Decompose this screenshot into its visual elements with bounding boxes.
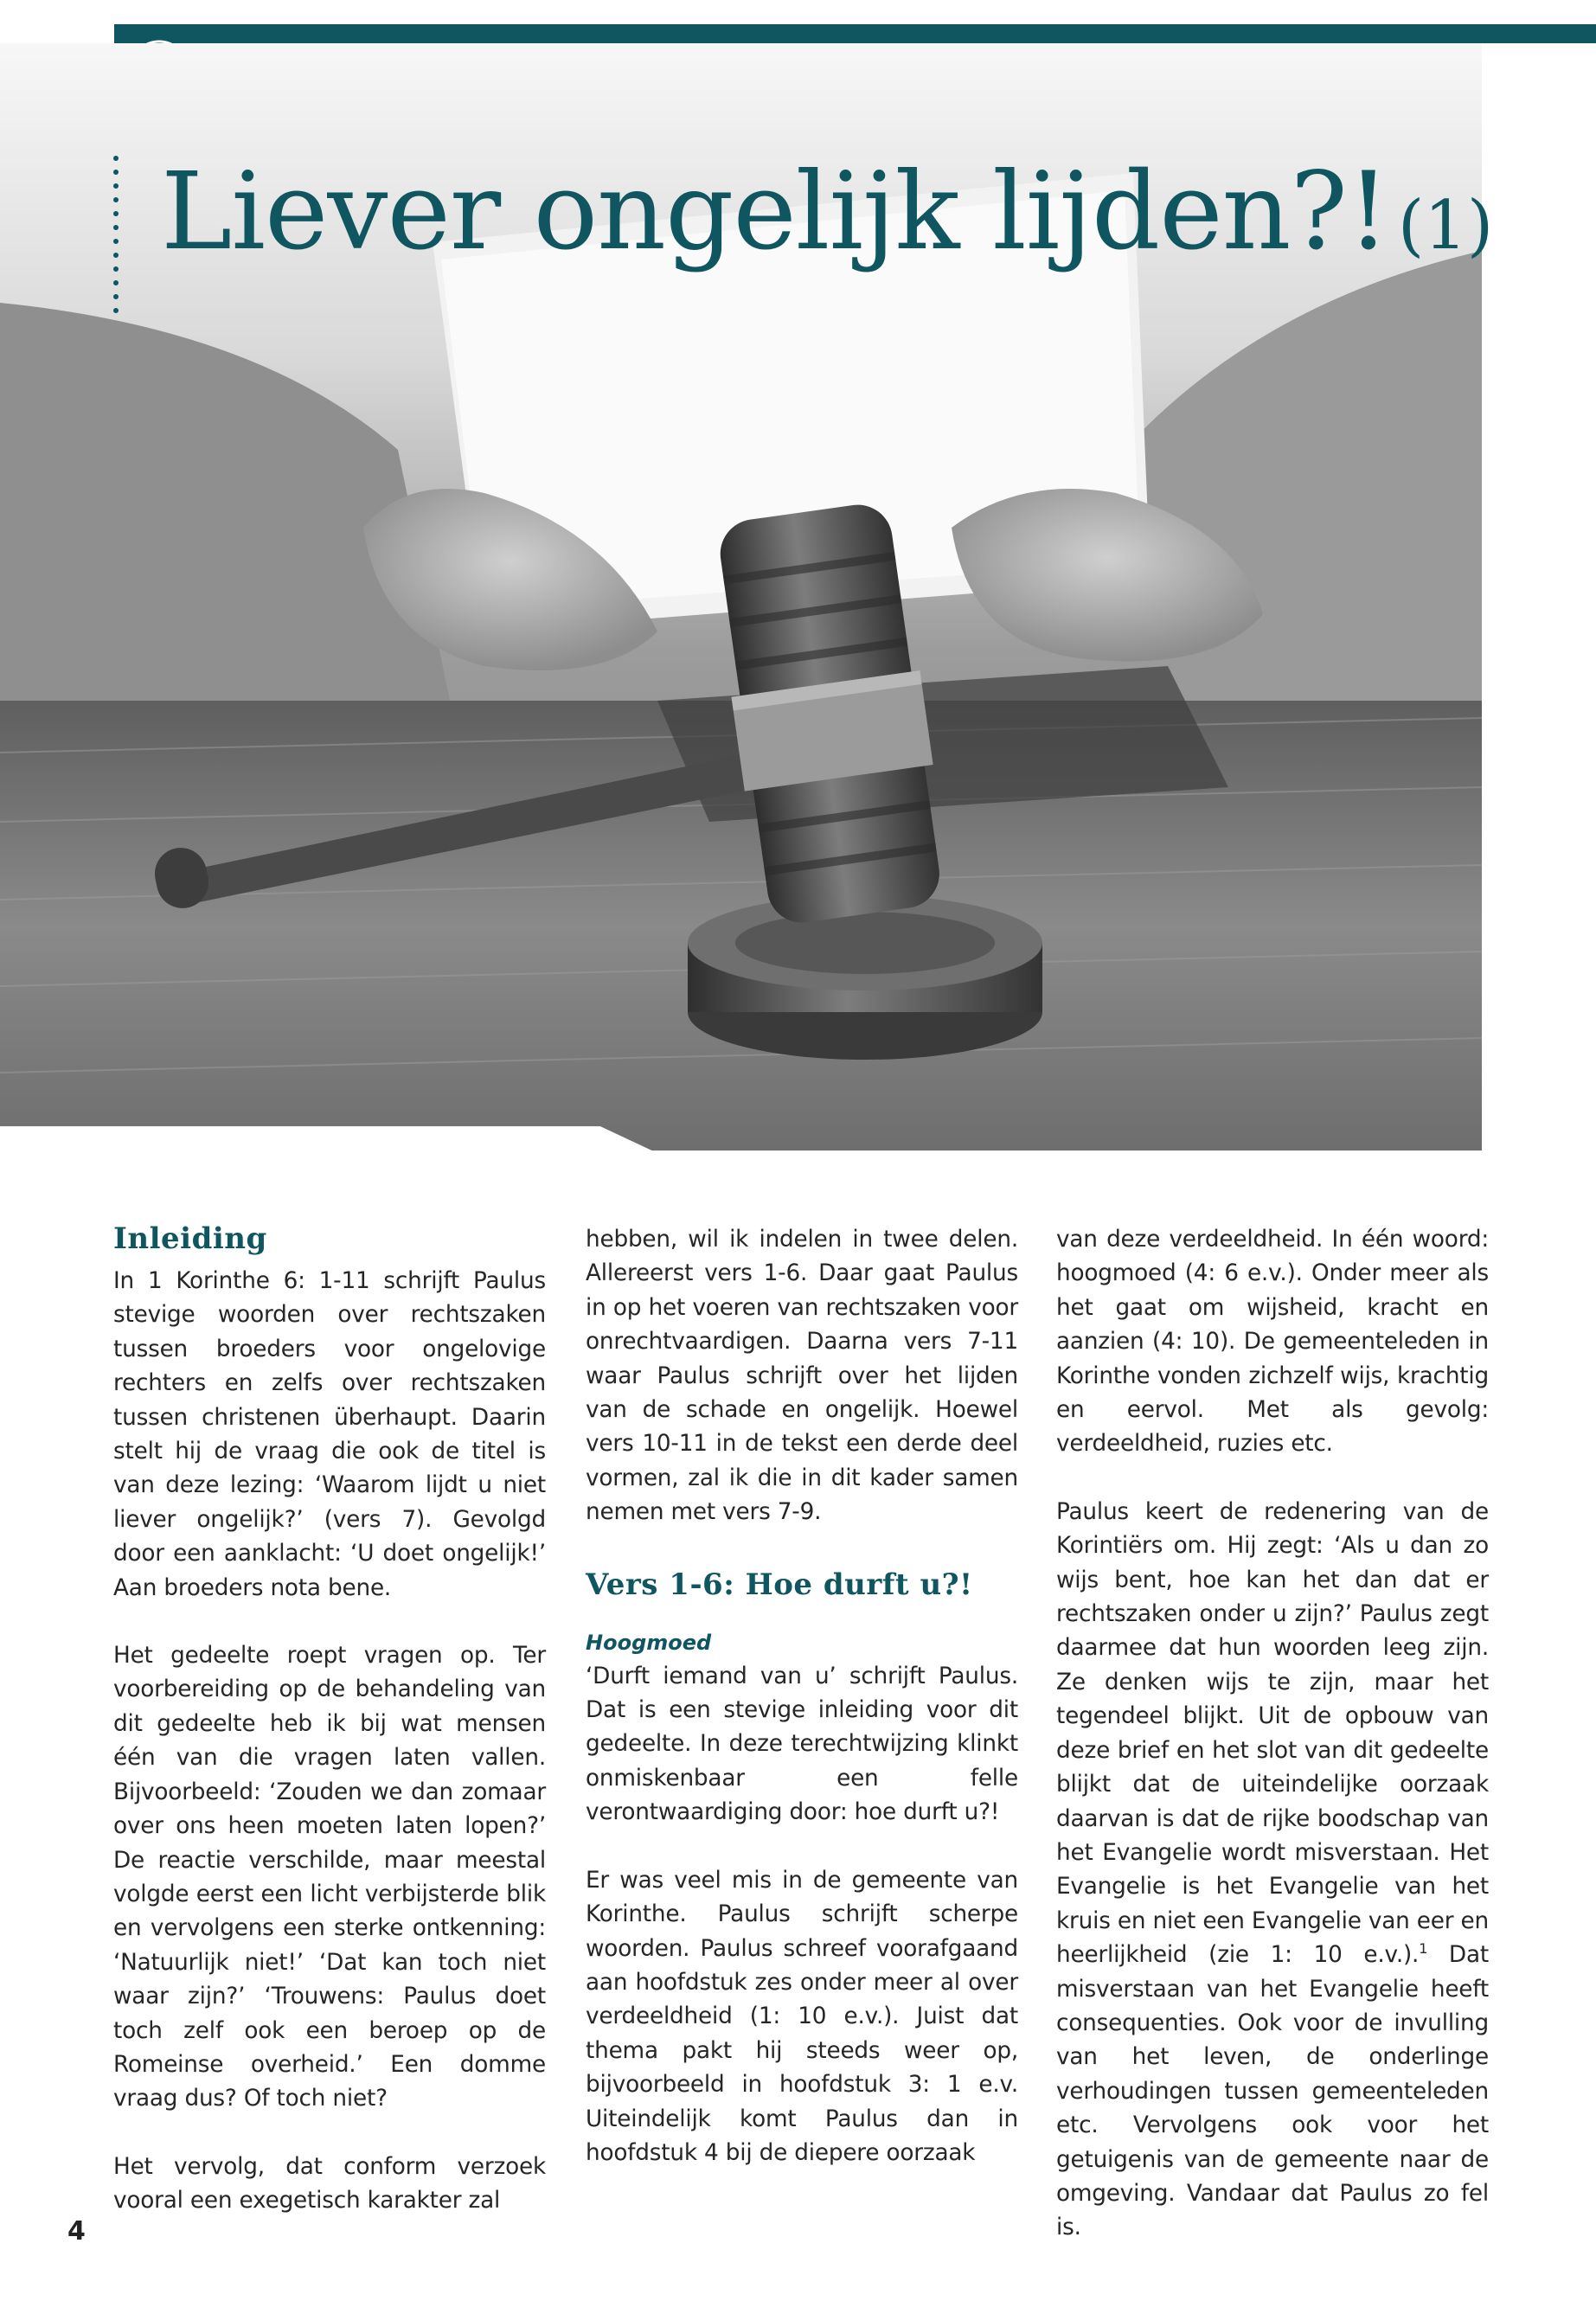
paragraph: Paulus keert de redenering van de Korintiërs om. Hij zegt: ‘Als u dan zo wijs bent, hoe kan het dan dat er rechtszaken onder u zijn?’ Paulus zegt daarmee dat hun woorden leeg zijn. Ze denken wijs te zijn, maar het tegendeel blijkt. Uit de opbouw van deze brief en het slot van dit gedeelte blijkt dat de uiteindelijke oorzaak daarvan is dat de rijke boodschap van het Evangelie wordt misverstaan. Het Evangelie is het Evangelie van het kruis en niet een Evangelie van eer en heerlijkheid (zie 1: 10 e.v.).$^1$ Dat misverstaan van het Evangelie heeft consequenties. Ook voor de invulling van het leven, de onderlinge verhoudingen tussen gemeenteleden etc. Vervolgens ook voor het getuigenis van de gemeente naar de omgeving. Vandaar dat Paulus zo fel is. bbox=[1056, 1498, 1489, 2241]
text-column-1 bbox=[113, 1218, 546, 2253]
page-number: 4 bbox=[67, 2216, 86, 2247]
article-title: Liever ongelijk lijden?! (1) bbox=[161, 150, 1494, 274]
heading-vers-1-6: Vers 1-6: Hoe durft u?! bbox=[586, 1567, 973, 1602]
text-column-3 bbox=[1056, 1223, 1489, 2279]
subheading-hoogmoed: Hoogmoed bbox=[586, 1630, 712, 1655]
paragraph: hebben, wil ik indelen in twee delen. Allereerst vers 1-6. Daar gaat Paulus in op het voeren van rechtszaken voor onrechtvaardigen. Daarna vers 7-11 waar Paulus schrijft over het lijden van de schade en ongelijk. Hoewel vers 10-11 in de tekst een derde deel vormen, zal ik die in dit kader samen nemen met vers 7-9. bbox=[586, 1227, 1018, 1526]
text-column-2 bbox=[586, 1223, 1018, 2204]
footnote-ref[interactable]: 1 bbox=[1419, 1940, 1428, 1958]
paragraph: van deze verdeeldheid. In één woord: hoogmoed (4: 6 e.v.). Onder meer als het gaat om wijsheid, kracht en aanzien (4: 10). De gemeenteleden in Korinthe vonden zichzelf wijs, krachtig en eervol. Met als gevolg: verdeeldheid, ruzies etc. bbox=[1056, 1227, 1489, 1458]
title-dots bbox=[113, 156, 120, 322]
paragraph: ‘Durft iemand van u’ schrijft Paulus. Dat is een stevige inleiding voor dit gedeelte. In deze terechtwijzing klinkt onmiskenbaar een felle verontwaardiging door: hoe durft u?! bbox=[586, 1663, 1018, 1826]
paragraph: In 1 Korinthe 6: 1-11 schrijft Paulus stevige woorden over rechtszaken tussen broeders voor ongelovige rechters en zelfs over rechtszaken tussen christenen überhaupt. Daarin stelt hij de vraag die ook de titel is van deze lezing: ‘Waarom lijdt u niet liever ongelijk?’ (vers 7). Gevolgd door een aanklacht: ‘U doet ongelijk!’ Aan broeders nota bene. bbox=[113, 1268, 546, 1601]
paragraph: Het vervolg, dat conform verzoek vooral een exegetisch karakter zal bbox=[113, 2153, 546, 2214]
header-rule bbox=[753, 24, 1596, 43]
paragraph: Het gedeelte roept vragen op. Ter voorbereiding op de behandeling van dit gedeelte heb ik bij wat mensen één van die vragen laten vallen. Bijvoorbeeld: ‘Zouden we dan zomaar over ons heen moeten laten lopen?’ De reactie verschilde, maar meestal volgde eerst een licht verbijsterde blik en vervolgens een sterke ontkenning: ‘Natuurlijk niet!’ ‘Dat kan toch niet waar zijn?’ ‘Trouwens: Paulus doet toch zelf ook een beroep op de Romeinse overheid.’ Een domme vraag dus? Of toch niet? bbox=[113, 1643, 546, 2112]
heading-inleiding: Inleiding bbox=[113, 1221, 267, 1256]
paragraph: Er was veel mis in de gemeente van Korinthe. Paulus schrijft scherpe woorden. Paulus schreef voorafgaand aan hoofdstuk zes onder meer al over verdeeldheid (1: 10 e.v.). Juist dat thema pakt hij steeds weer op, bijvoorbeeld in hoofdstuk 3: 1 e.v. Uiteindelijk komt Paulus dan in hoofdstuk 4 bij de diepere oorzaak bbox=[586, 1867, 1018, 2166]
